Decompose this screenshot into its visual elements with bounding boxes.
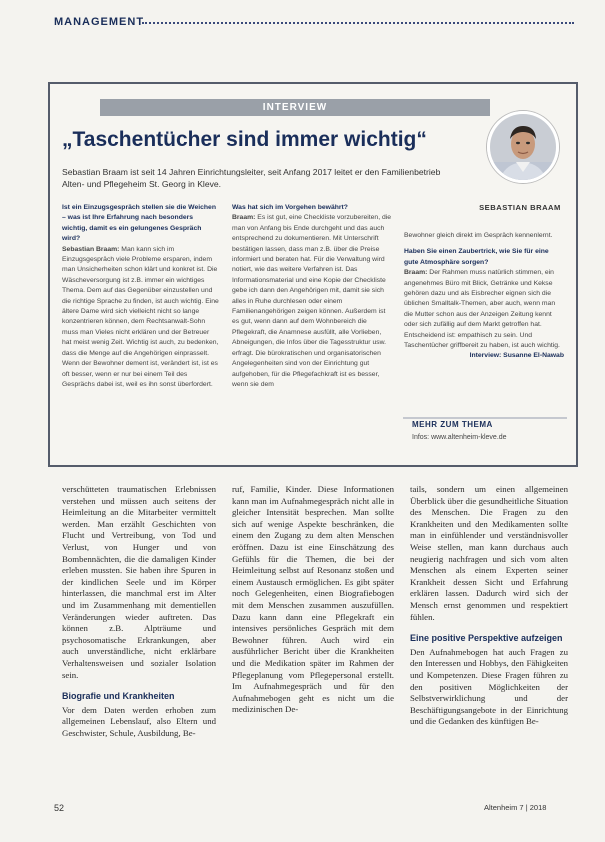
body-paragraph: ruf, Familie, Kinder. Diese Informationen kann man im Aufnahmegespräch nicht alle in gleicher Intensität besprechen. Man sollte sich auf wenige Aspekte beschränken, die einem den Zugang zu dem alten Menschen eröffnen. Dazu ist eine Einschätzung des Gefühls für die Themen, die bei der Heimleitung selbst auf Resonanz stoßen und einem Austausch ermöglichen. Es gibt später noch Gelegenheiten, einen Biografiebogen mit dem Menschen zusammen auszufüllen. Dazu kann dann eine Pflegekraft ein intensives persönliches Gespräch mit dem Bewohner führen. Auch wird ein ausführlicher Bericht über die Krankheiten und die Medikation später im Rahmen der Pflegeplanung vom Pflegepersonal erstellt. Im Aufnahmegespräch und für den Aufnahmebogen geht es nicht um die medizinischen De- xyxy=(232,484,394,715)
more-info-link[interactable]: Infos: www.altenheim-kleve.de xyxy=(412,434,507,441)
interview-column-2 xyxy=(232,203,392,390)
subheading-biografie: Biografie und Krankheiten xyxy=(62,691,175,702)
interview-author: Interview: Susanne El-Nawab xyxy=(469,352,564,360)
interview-column-3 xyxy=(404,231,564,362)
body-paragraph: tails, sondern um einen allgemeinen Überblick über die gesundheitliche Situation des Menschen. Die Fragen zu den Krankheiten und den Medikamenten sollte man in einfühlender und verständnisvoller Weise stellen, man kann durchaus auch neugierig nachfragen und sich vom alten Menschen als einem Experten seiner Krankheit dessen Sicht und Erfahrung erklären lassen. Dadurch wird sich der Mensch ernst genommen und respektiert fühlen. xyxy=(410,484,568,622)
answer-2-continued: Bewohner gleich direkt im Gespräch kennenlernt. xyxy=(404,232,553,239)
body-paragraph: Vor dem Daten werden erhoben zum allgemeinen Lebenslauf, also Eltern und Geschwister, Schule, Ausbildung, Be- xyxy=(62,704,216,738)
answer-1: Sebastian Braam: Man kann sich im Einzugsgespräch viele Probleme ersparen, indem man Unsicherheiten schon klärt und konkret ist. Die Wäscheversorgung ist z.B. immer ein wichtiges Thema. Dem auf das Gegenüber einzustellen und die richtige Sprache zu finden, ist auch wichtig. Eine ältere Dame wird sich vielleicht nicht so lange konzentrieren können, dem Rechtsanwalt-Sohn muss man Vieles nicht erklären und der Betreuer hat meist wenig Zeit. Wichtig ist auch, zu bedenken, dass die Menge auf die Angehörigen einprasselt. Wenn der Bewohner dement ist, verändert ist, ist es oft besser, wenn er nur bei einem Teil des Gesprächs dabei ist, weil es ihn sonst überfordert. xyxy=(62,245,219,388)
body-paragraph: Den Aufnahmebogen hat auch Fragen zu den Interessen und Hobbys, den Fähigkeiten und Kompetenzen. Diese Fragen führen zu den positiven Möglichkeiten der Selbstverwirklichung und der Beschäftigungsangebote in der Einrichtung und die Gedanken des künftigen Be- xyxy=(410,646,568,727)
portrait-photo xyxy=(487,111,559,183)
answer-2: Braam: Es ist gut, eine Checkliste vorzubereiten, die man von Anfang bis Ende durchgeht und das auch entsprechend zu dokumentieren. Mit Unterschrift bestätigen lassen, dass man z.B. über die Preise informiert und beraten hat. Für die Verwaltung wird notiert, wie das weitere Verfahren ist. Das Informationsmaterial und eine Kopie der Checkliste gebe ich dann den Angehörigen mit, damit sie sich alles in Ruhe durchlesen oder einem Familienangehörigen zeigen können. Außerdem ist es gut, wenn dann auf dem Wohnbereich die Pflegekraft, die Anamnese ausfüllt, alle Vorlieben, Abneigungen, die Infos über die Tagesstruktur usw. erfragt. Die bürokratischen und organisatorischen Angelegenheiten sind von der Einrichtung gut aufgehoben, für die Pflegefachkraft ist es besser, wenn sie dem xyxy=(232,214,392,388)
page-number: 52 xyxy=(54,803,65,813)
body-column-3 xyxy=(410,484,568,728)
question-1: Ist ein Einzugsgespräch stellen sie die Weichen – was ist Ihre Erfahrung nach besonders wichtig, damit es ein gelungenes Gespräch wird? xyxy=(62,204,216,243)
body-paragraph: verschütteten traumatischen Erlebnissen verstehen und müssen auch seitens der Heimleitung an die Mitarbeiter vermittelt werden. Man erzählt Geschichten von Flucht und Vertreibung, von Tod und Verlust, von Hunger und von Bombennächten, die die damaligen Kinder erleben mussten. Sie haben ihre Spuren in der kindlichen Seele und im Körper hinterlassen, die manchmal erst im Alter und im Zusammenhang mit dementiellen Veränderungen wieder auftreten. Das können z.B. Alpträume und psychosomatische Erkrankungen, aber auch unverständliche, nicht erklärbare Verhaltensweisen und sozialer Isolation sein. xyxy=(62,484,216,680)
section-label: MANAGEMENT xyxy=(54,16,145,28)
interview-column-1 xyxy=(62,203,220,390)
interview-banner: INTERVIEW xyxy=(100,99,490,116)
question-3: Haben Sie einen Zaubertrick, wie Sie für eine gute Atmosphäre sorgen? xyxy=(404,248,549,266)
more-info-title: MEHR ZUM THEMA xyxy=(412,420,493,429)
body-column-2 xyxy=(232,484,394,716)
section-divider xyxy=(142,22,574,24)
magazine-issue: Altenheim 7 | 2018 xyxy=(484,803,547,812)
intro-text: Sebastian Braam ist seit 14 Jahren Einrichtungsleiter, seit Anfang 2017 leitet er den Familienbetrieb Alten- und Pflegeheim St. Georg in Kleve. xyxy=(62,167,441,189)
question-2: Was hat sich im Vorgehen bewährt? xyxy=(232,204,348,211)
headline: „Taschentücher sind immer wichtig“ xyxy=(62,128,427,151)
photo-caption: SEBASTIAN BRAAM xyxy=(479,203,561,212)
answer-3: Braam: Der Rahmen muss natürlich stimmen, ein angenehmes Büro mit Blick, Getränke und Kekse gehören dazu und als Eisbrecher eignen sich die üblichen Smalltalk-Themen, aber auch, wenn man die Mutter schon aus der Anzeigen Zeitung kennt oder sich zufällig auf dem Markt getroffen hat. Entscheidend ist: empathisch zu sein. Und Taschentücher griffbereit zu haben, ist auch wichtig. xyxy=(404,269,560,350)
subheading-perspektive: Eine positive Perspektive aufzeigen xyxy=(410,633,563,644)
body-column-1 xyxy=(62,484,216,739)
portrait-illustration xyxy=(490,114,556,180)
